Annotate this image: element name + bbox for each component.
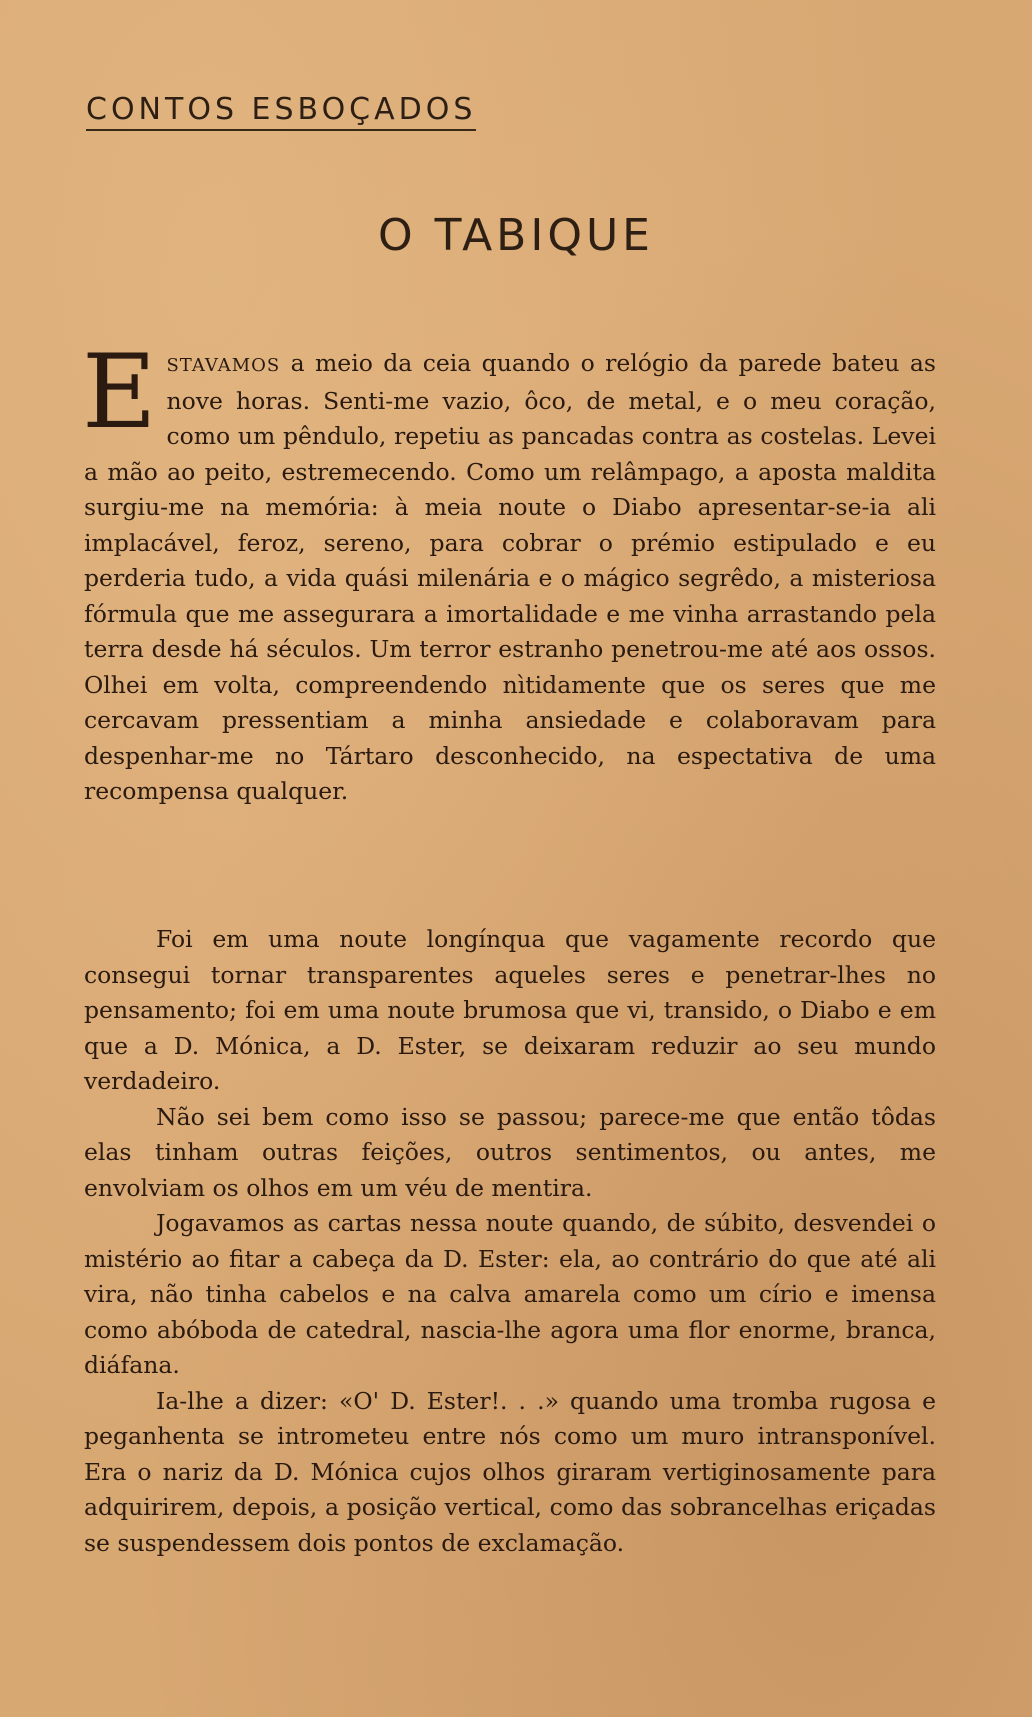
lead-in-smallcaps: STAVAMOS xyxy=(166,355,281,376)
story-title: O TABIQUE xyxy=(378,210,654,261)
drop-cap: E xyxy=(82,333,157,452)
paragraph: Foi em uma noute longínqua que vagamente recordo que consegui tornar transparentes aqueles seres e penetrar-lhes no pensamento; foi em uma noute brumosa que vi, transido, o Diabo e em que a D. Mónica, a D. Ester, se deixaram reduzir ao seu mundo verdadeiro. xyxy=(84,925,936,1095)
paragraph: Ia-lhe a dizer: «O' D. Ester!. . .» quando uma tromba rugosa e peganhenta se intrometeu entre nós como um muro intransponível. Era o nariz da D. Mónica cujos olhos giraram vertiginosamente para adquirirem, depois, a posição vertical, como das sobrancelhas eriçadas se suspendessem dois pontos de exclamação. xyxy=(84,1386,936,1557)
opening-paragraph xyxy=(82,333,936,810)
body-text xyxy=(84,922,936,1561)
opening-paragraph-text: a meio da ceia quando o relógio da parede bateu as nove horas. Senti-me vazio, ôco, de metal, e o meu coração, como um pêndulo, repetiu as pancadas contra as costelas. Levei a mão ao peito, estremecendo. Como um relâmpago, a aposta maldita surgiu-me na memória: à meia noute o Diabo apresentar-se-ia ali implacável, feroz, sereno, para cobrar o prémio estipulado e eu perderia tudo, a vida quási milenária e o mágico segrêdo, a misteriosa fórmula que me assegurara a imortalidade e me vinha arrastando pela terra desde há séculos. Um terror estranho penetrou-me até aos ossos. Olhei em volta, compreendendo nìtidamente que os seres que me cercavam pressentiam a minha ansiedade e colaboravam para despenhar-me no Tártaro desconhecido, na espectativa de uma recompensa qualquer. xyxy=(84,349,936,805)
paragraph: Jogavamos as cartas nessa noute quando, de súbito, desvendei o mistério ao fitar a cabeça da D. Ester: ela, ao contrário do que até ali vira, não tinha cabelos e na calva amarela como um círio e imensa como abóboda de catedral, nascia-lhe agora uma flor enorme, branca, diáfana. xyxy=(84,1209,936,1379)
running-head: CONTOS ESBOÇADOS xyxy=(86,92,476,131)
paragraph: Não sei bem como isso se passou; parece-me que então tôdas elas tinham outras feições, outros sentimentos, ou antes, me envolviam os olhos em um véu de mentira. xyxy=(84,1102,936,1202)
